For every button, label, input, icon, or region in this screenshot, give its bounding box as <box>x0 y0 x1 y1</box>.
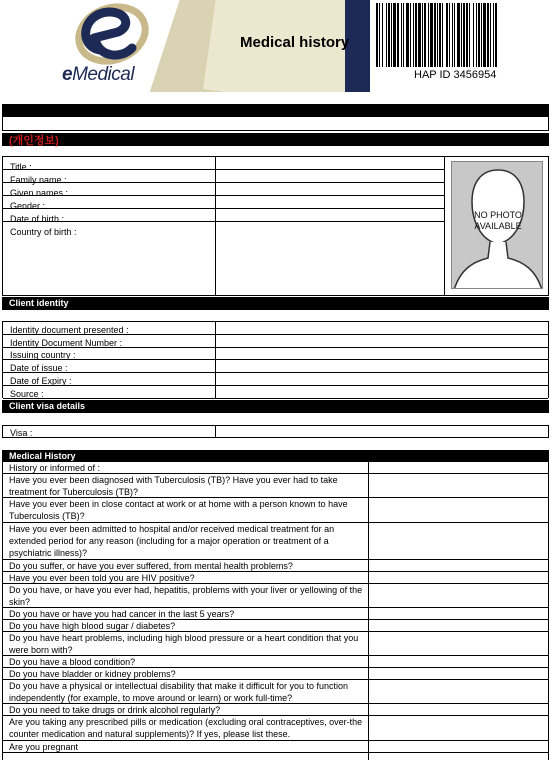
medical-question-row <box>3 462 548 474</box>
barcode-bar <box>478 3 480 67</box>
barcode-bar <box>428 3 429 67</box>
medical-question-text: Do you have heart problems, including high blood pressure or a heart condition that you were born with? <box>9 633 359 655</box>
medical-answer-cell <box>367 462 548 473</box>
barcode-bar <box>422 3 423 67</box>
medical-question-text: Do you have a physical or intellectual disability that make it difficult for you to function independently (for example, to move around or learn) or work full-time? <box>9 681 349 703</box>
privacy-bar <box>2 133 549 146</box>
barcode-bar <box>434 3 436 67</box>
barcode-bar <box>461 3 462 67</box>
barcode-bar <box>413 3 414 67</box>
personal-field-family-name: Family name : <box>3 170 444 183</box>
barcode-bar <box>418 3 421 67</box>
barcode-bar <box>410 3 411 67</box>
barcode-bar <box>391 3 392 67</box>
barcode-bar <box>481 3 482 67</box>
barcode-bar <box>403 3 404 67</box>
medical-history-table <box>2 462 549 760</box>
medical-question-text: History or informed of : <box>9 463 101 473</box>
barcode-bar <box>466 3 468 67</box>
medical-answer-cell <box>367 716 548 740</box>
medical-question-text: Have you ever been told you are HIV positive? <box>9 573 195 583</box>
barcode-bar <box>382 3 383 67</box>
medical-answer-cell <box>367 474 548 497</box>
medical-question-row <box>3 620 548 632</box>
medical-question-row <box>3 608 548 620</box>
medical-answer-cell <box>367 572 548 583</box>
medical-answer-cell <box>367 584 548 607</box>
barcode-bar <box>495 3 497 67</box>
medical-answer-cell <box>367 741 548 752</box>
medical-question-row <box>3 572 548 584</box>
medical-question-text: Have you ever been in close contact at work or at home with a person known to have Tuberculosis (TB)? <box>9 499 348 521</box>
identity-field-issuing-country: Issuing country : <box>3 348 548 360</box>
barcode-bar <box>386 3 387 67</box>
medical-question-row <box>3 704 548 716</box>
personal-field-gender: Gender : <box>3 196 444 209</box>
identity-field-date-of-issue: Date of issue : <box>3 360 548 373</box>
barcode-bar <box>452 3 453 67</box>
medical-question-row <box>3 668 548 680</box>
medical-question-row <box>3 716 548 741</box>
identity-field-date-of-expiry: Date of Expiry : <box>3 373 548 386</box>
barcode-bar <box>487 3 489 67</box>
page-title: Medical history <box>240 34 350 51</box>
barcode-bar <box>437 3 438 67</box>
medical-answer-cell <box>367 680 548 703</box>
medical-question-text: Do you need to take drugs or drink alcohol regularly? <box>9 705 221 715</box>
personal-field-given-names: Given names : <box>3 183 444 196</box>
personal-details-section <box>2 156 549 296</box>
visa-field: Visa : <box>10 428 33 438</box>
barcode-bar <box>379 3 380 67</box>
medical-question-text: Do you have high blood sugar / diabetes? <box>9 621 176 631</box>
identity-field-number: Identity Document Number : <box>3 335 548 348</box>
medical-answer-cell <box>367 668 548 679</box>
barcode-bar <box>473 3 474 67</box>
barcode-bar <box>376 3 378 67</box>
medical-question-text: Do you have or have you had cancer in the last 5 years? <box>9 609 235 619</box>
medical-question-text: Do you suffer, or have you ever suffered, from mental health problems? <box>9 561 293 571</box>
medical-question-text: Have you ever been admitted to hospital and/or received medical treatment for an extended period for any reason (including for a major operation or treatment of a psychiatric illness)? <box>9 524 335 558</box>
no-photo-text: NO PHOTO AVAILABLE <box>474 210 522 231</box>
barcode-bar <box>439 3 441 67</box>
medical-question-text: Are you taking any prescribed pills or medication (excluding oral contraceptives, over-the counter medication and natural supplements)? If yes, please list these. <box>9 717 363 739</box>
barcode-bar <box>490 3 491 67</box>
medical-question-row <box>3 560 548 572</box>
barcode-bar <box>454 3 455 67</box>
barcode-bar <box>449 3 450 67</box>
medical-question-text: Do you have a blood condition? <box>9 657 136 667</box>
document-header <box>0 0 553 96</box>
medical-question-text: Do you have, or have you ever had, hepatitis, problems with your liver or yellowing of the skin? <box>9 585 363 607</box>
personal-field-dob: Date of birth : <box>3 209 444 222</box>
medical-answer-cell <box>367 523 548 559</box>
visa-table <box>2 425 549 438</box>
blank-row <box>2 117 549 131</box>
medical-answer-cell <box>367 704 548 715</box>
barcode-bar <box>406 3 409 67</box>
identity-field-source: Source : <box>3 386 548 399</box>
medical-question-text: Do you have bladder or kidney problems? <box>9 669 176 679</box>
photo-box <box>451 161 543 289</box>
medical-question-row <box>3 498 548 523</box>
barcode-bar <box>393 3 396 67</box>
barcode-icon <box>376 3 549 67</box>
barcode-bar <box>397 3 399 67</box>
privacy-note: (개인정보) <box>9 135 59 147</box>
barcode-bar <box>442 3 443 67</box>
barcode-bar <box>424 3 426 67</box>
barcode-bar <box>415 3 417 67</box>
medical-question-text: Have you ever been diagnosed with Tuberculosis (TB)? Have you ever had to take treatment for Tuberculosis (TB)? <box>9 475 338 497</box>
barcode-bar <box>430 3 433 67</box>
barcode-bar <box>463 3 465 67</box>
client-identity-table <box>2 321 549 398</box>
hap-id: HAP ID 3456954 <box>414 69 497 81</box>
identity-field-document: Identity document presented : <box>3 322 548 335</box>
medical-answer-cell <box>367 656 548 667</box>
medical-history-heading: Medical History <box>2 450 549 462</box>
medical-answer-cell <box>367 632 548 655</box>
barcode-bar <box>476 3 477 67</box>
barcode-bar <box>469 3 470 67</box>
visa-heading: Client visa details <box>2 400 549 413</box>
medical-answer-cell <box>367 620 548 631</box>
medical-question-row <box>3 584 548 608</box>
logo-wordmark: eMedical <box>62 64 135 85</box>
medical-question-row <box>3 656 548 668</box>
personal-field-country-of-birth: Country of birth : <box>10 227 77 237</box>
barcode-bar <box>457 3 460 67</box>
medical-question-row <box>3 474 548 498</box>
medical-answer-cell <box>367 498 548 522</box>
medical-question-row <box>3 741 548 753</box>
barcode-bar <box>446 3 448 67</box>
barcode-bar <box>401 3 402 67</box>
personal-field-title: Title : <box>3 157 444 170</box>
barcode-bar <box>483 3 486 67</box>
barcode-bar <box>388 3 390 67</box>
barcode-bar <box>493 3 494 67</box>
medical-question-text: Are you pregnant <box>9 742 79 752</box>
client-identity-heading: Client identity <box>2 297 549 310</box>
medical-question-row <box>3 680 548 704</box>
medical-answer-cell <box>367 560 548 571</box>
medical-question-row <box>3 523 548 560</box>
medical-answer-cell <box>367 608 548 619</box>
medical-question-row <box>3 632 548 656</box>
blank-header-bar <box>2 104 549 117</box>
